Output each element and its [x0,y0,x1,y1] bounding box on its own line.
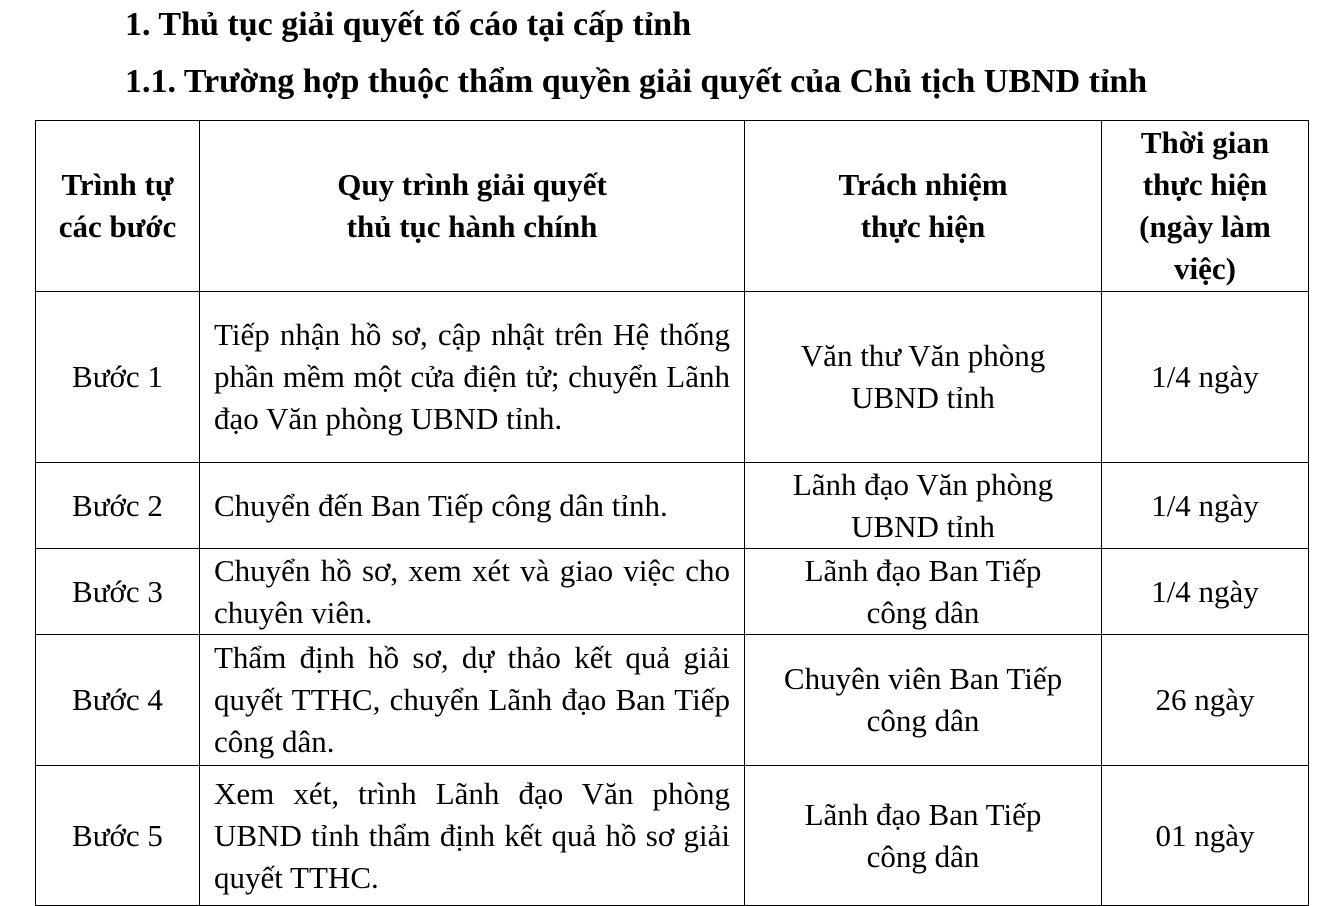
table-row [36,292,1309,463]
time-cell: 1/4 ngày [1102,292,1309,463]
table-row [36,635,1309,766]
step-cell: Bước 5 [36,766,200,906]
responsibility-line1: Lãnh đạo Văn phòng [792,466,1054,502]
header-time-line2: thực hiện [1142,167,1268,202]
header-process-line2: thủ tục hành chính [346,209,598,244]
step-cell: Bước 2 [36,463,200,549]
responsibility-cell [745,292,1102,463]
header-process [200,121,745,292]
process-cell: Chuyển đến Ban Tiếp công dân tỉnh. [200,463,745,549]
table-row [36,463,1309,549]
responsibility-line1: Văn thư Văn phòng [800,338,1046,373]
responsibility-cell [745,549,1102,635]
time-cell: 26 ngày [1102,635,1309,766]
process-cell: Thẩm định hồ sơ, dự thảo kết quả giải quyết TTHC, chuyển Lãnh đạo Ban Tiếp công dân. [200,635,745,766]
header-time-line4: việc) [1174,251,1236,286]
header-responsibility [745,121,1102,292]
time-cell: 01 ngày [1102,766,1309,906]
time-cell: 1/4 ngày [1102,463,1309,549]
step-cell: Bước 1 [36,292,200,463]
header-time-line3: (ngày làm [1139,209,1271,244]
header-step-line2: các bước [58,209,177,244]
table-header-row [36,121,1309,292]
time-cell: 1/4 ngày [1102,549,1309,635]
responsibility-cell [745,766,1102,906]
header-responsibility-line2: thực hiện [860,209,986,244]
subsection-heading: 1.1. Trường hợp thuộc thẩm quyền giải quyết của Chủ tịch UBND tỉnh [125,63,1148,100]
header-time-line1: Thời gian [1140,125,1270,160]
header-responsibility-line1: Trách nhiệm [838,167,1008,202]
header-step [36,121,200,292]
procedure-table [35,120,1309,906]
responsibility-line2: công dân [866,594,980,630]
responsibility-line2: công dân [866,703,980,738]
process-cell: Tiếp nhận hồ sơ, cập nhật trên Hệ thống phần mềm một cửa điện tử; chuyển Lãnh đạo Văn phòng UBND tỉnh. [200,292,745,463]
header-process-line1: Quy trình giải quyết [337,167,607,202]
header-step-line1: Trình tự [61,167,174,202]
table-row [36,549,1309,635]
responsibility-line1: Chuyên viên Ban Tiếp [783,661,1063,696]
responsibility-line2: UBND tỉnh [851,508,995,544]
process-cell: Chuyển hồ sơ, xem xét và giao việc cho chuyên viên. [200,549,745,635]
step-cell: Bước 4 [36,635,200,766]
section-heading: 1. Thủ tục giải quyết tố cáo tại cấp tỉnh [125,6,692,43]
header-time [1102,121,1309,292]
responsibility-cell [745,635,1102,766]
responsibility-line2: UBND tỉnh [851,380,995,415]
responsibility-line2: công dân [866,838,980,874]
responsibility-line1: Lãnh đạo Ban Tiếp [804,796,1042,832]
process-cell: Xem xét, trình Lãnh đạo Văn phòng UBND tỉnh thẩm định kết quả hồ sơ giải quyết TTHC. [200,766,745,906]
responsibility-cell [745,463,1102,549]
responsibility-line1: Lãnh đạo Ban Tiếp [804,552,1042,588]
table-row [36,766,1309,906]
step-cell: Bước 3 [36,549,200,635]
